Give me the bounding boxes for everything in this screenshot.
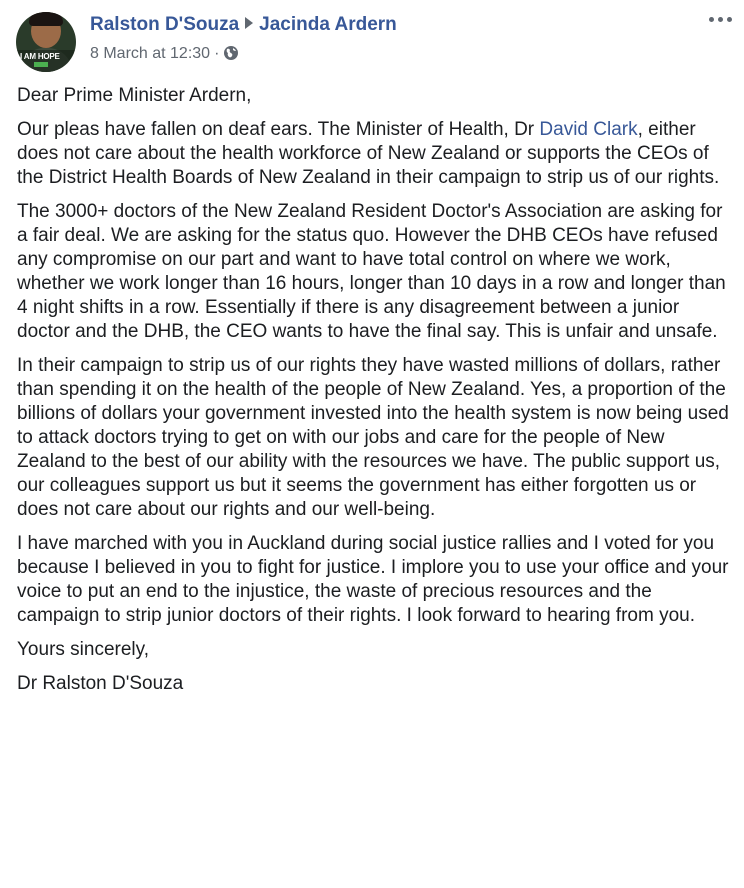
more-dot — [718, 17, 723, 22]
letter-paragraph-1 — [17, 118, 733, 190]
letter-paragraph-3: In their campaign to strip us of our rights they have wasted millions of dollars, rather than spending it on the health of the people of New Zealand. Yes, a proportion of the billions of dollars your government invested into the health system is now being used to attack doctors trying to get on with our jobs and care for the people of New Zealand to the best of our ability with the resources we have. The public support us, our colleagues support us but it seems the government has either forgotten us or does not care about our rights and our well-being. — [17, 355, 729, 520]
letter-signature: Dr Ralston D'Souza — [17, 673, 184, 694]
paragraph-1-text-start: Our pleas have fallen on deaf ears. The Minister of Health, Dr — [17, 119, 540, 140]
more-dot — [709, 17, 714, 22]
author-name-link[interactable]: Ralston D'Souza — [90, 14, 240, 35]
post-header — [90, 14, 397, 36]
post-meta — [90, 45, 239, 66]
shared-to-arrow-icon — [245, 17, 253, 29]
meta-separator: · — [214, 45, 220, 62]
post-body — [17, 84, 733, 706]
mention-link-david-clark[interactable]: David Clark — [539, 119, 638, 140]
paragraph-1-text-end: , either does not care about the health workforce of New Zealand or supports the CEOs of the District Health Boards of New Zealand in their campaign to strip us of our rights. — [17, 119, 720, 188]
letter-paragraph-2: The 3000+ doctors of the New Zealand Resident Doctor's Association are asking for a fair deal. We are asking for the status quo. However the DHB CEOs have refused any compromise on our part and want to have total control on where we work, whether we work longer than 16 hours, longer than 10 days in a row and longer than 4 night shifts in a row. Essentially if there is any disagreement between a junior doctor and the DHB, the CEO wants to have the final say. This is unfair and unsafe. — [17, 201, 726, 342]
more-options-icon[interactable] — [708, 12, 734, 26]
recipient-name-link[interactable]: Jacinda Ardern — [259, 14, 397, 35]
avatar-hair — [29, 12, 63, 26]
globe-icon[interactable] — [223, 45, 239, 66]
author-avatar[interactable] — [16, 12, 76, 72]
avatar-frame-accent — [34, 62, 48, 67]
post-timestamp[interactable]: 8 March at 12:30 — [90, 45, 211, 62]
more-dot — [727, 17, 732, 22]
letter-closing: Yours sincerely, — [17, 639, 150, 660]
avatar-frame-text: I AM HOPE — [20, 52, 60, 61]
letter-paragraph-4: I have marched with you in Auckland during social justice rallies and I voted for you because I believed in you to fight for justice. I implore you to use your office and your voice to put an end to the injustice, the waste of precious resources and the campaign to strip junior doctors of their rights. I look forward to hearing from you. — [17, 533, 729, 626]
letter-greeting: Dear Prime Minister Ardern, — [17, 85, 252, 106]
